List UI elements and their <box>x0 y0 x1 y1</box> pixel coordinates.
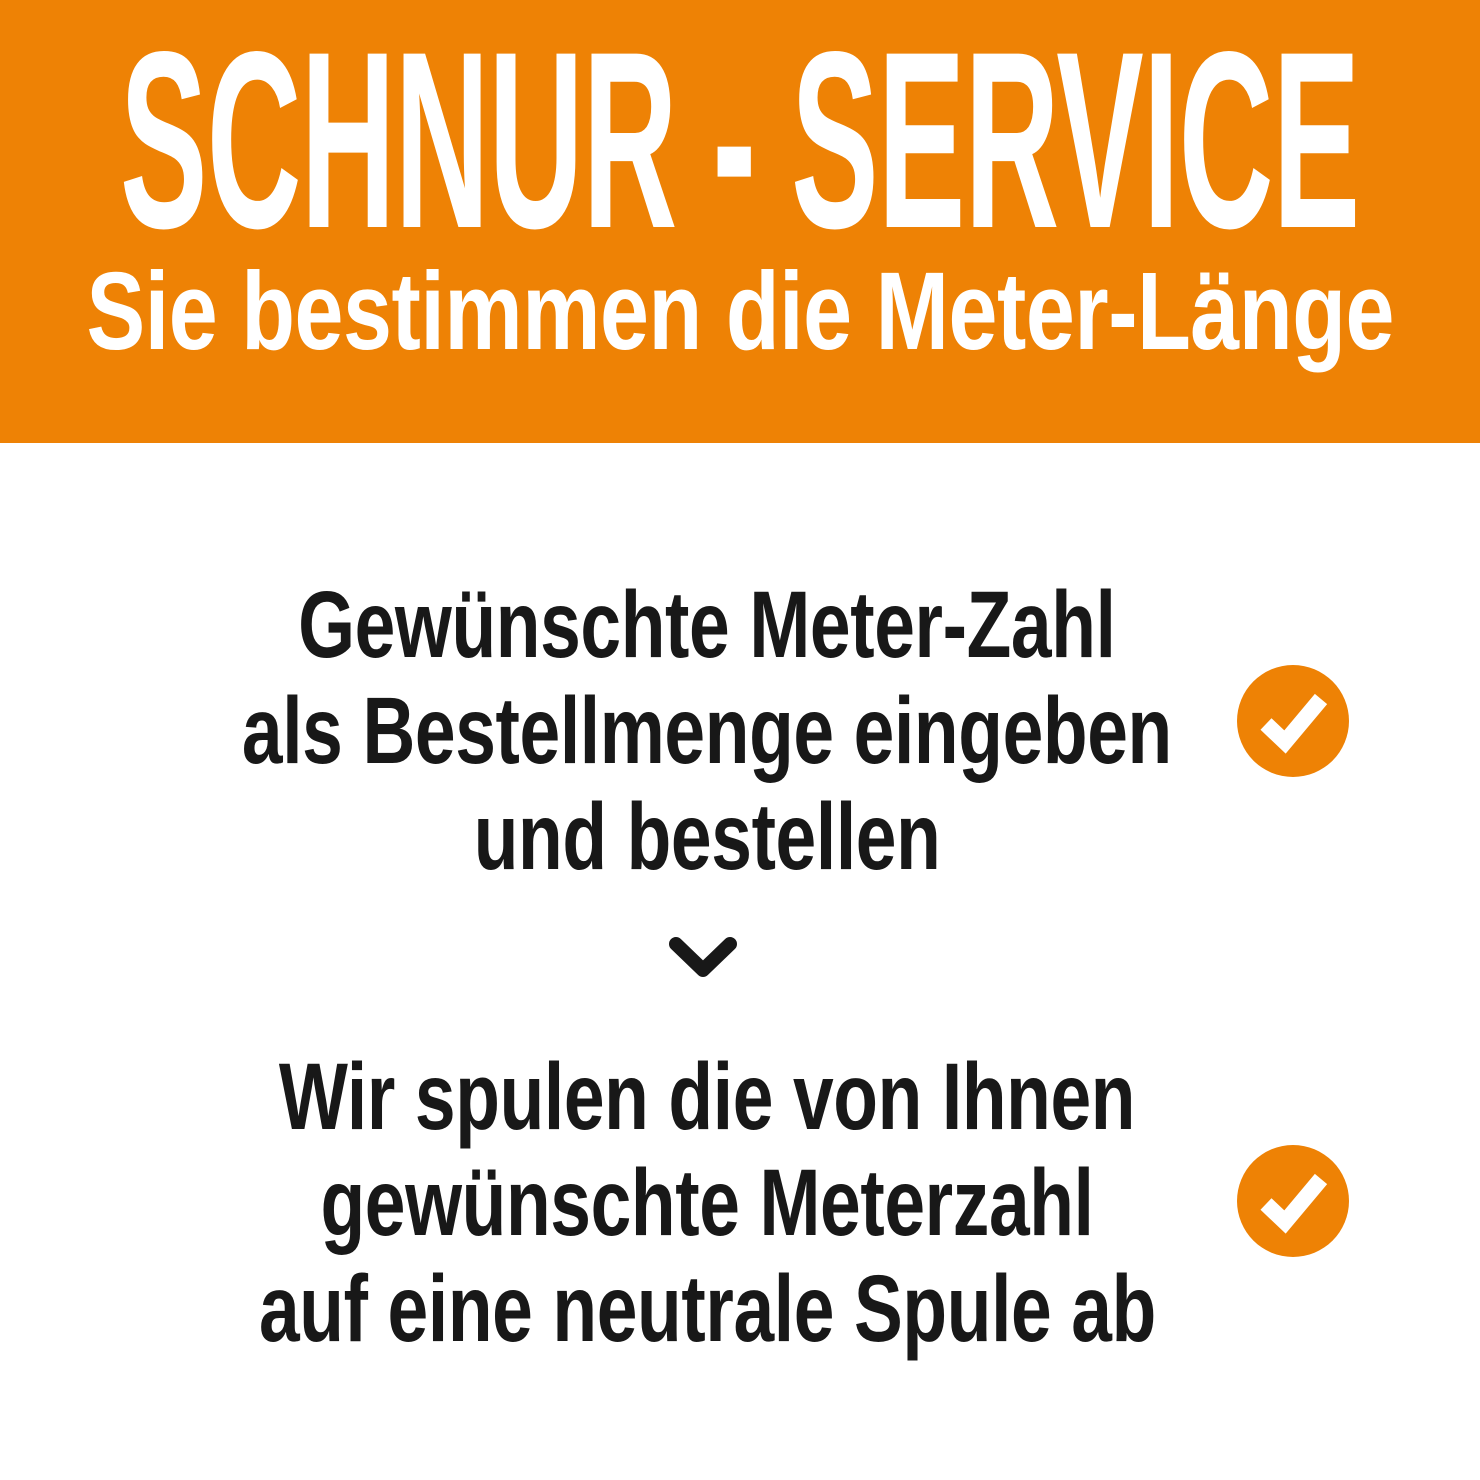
step-2-line-3: auf eine neutrale Spule ab <box>258 1256 1156 1362</box>
page-subtitle-text: Sie bestimmen die Meter-Länge <box>86 249 1394 373</box>
step-1-text <box>0 572 1414 890</box>
step-2-line-1: Wir spulen die von Ihnen <box>278 1044 1136 1150</box>
step-1-line-2: als Bestellmenge eingeben <box>242 678 1172 784</box>
chevron-down-icon <box>667 934 739 986</box>
step-2-line-2: gewünschte Meterzahl <box>320 1150 1094 1256</box>
step-2-text <box>0 1044 1414 1362</box>
step-1-line-3: und bestellen <box>473 784 941 890</box>
check-circle-icon <box>1237 1145 1349 1257</box>
step-1-line-1: Gewünschte Meter-Zahl <box>298 572 1116 678</box>
page-title-text: SCHNUR - SERVICE <box>120 0 1360 281</box>
check-circle-icon <box>1237 665 1349 777</box>
page-title <box>0 0 1480 281</box>
page-subtitle <box>0 237 1480 385</box>
